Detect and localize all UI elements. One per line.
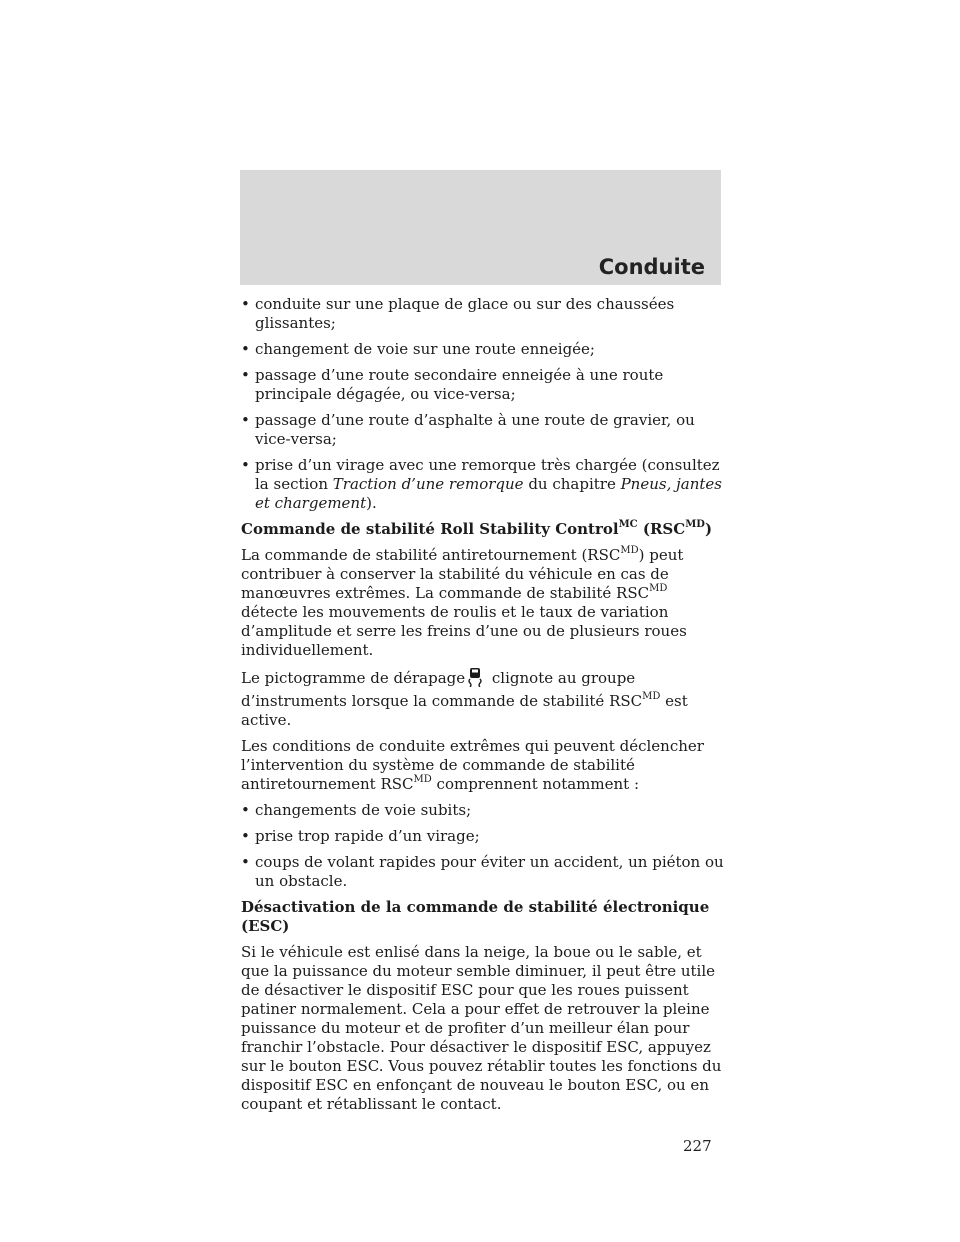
list-item-text: changement de voie sur une route enneigée;	[255, 340, 595, 358]
list-item-text-mid: du chapitre	[523, 475, 621, 493]
bullet: •	[241, 801, 250, 819]
rsc-paragraph: La commande de stabilité antiretournement $(RSC^{MD})$ peut contribuer à conserver la stabilité du véhicule en cas de manœuvres extrêmes. La commande de stabilité $RSC^{MD}$ détecte les mouvements de roulis et le taux de variation d’amplitude et serre les freins d’une ou de plusieurs roues individuellement.	[241, 545, 687, 659]
esc-heading: Désactivation de la commande de stabilité électronique (ESC)	[241, 898, 710, 935]
bullet: •	[241, 295, 250, 313]
list-item-text: prise trop rapide d’un virage;	[255, 827, 480, 845]
list-item-text: conduite sur une plaque de glace ou sur des chaussées glissantes;	[255, 295, 675, 332]
bullet: •	[241, 456, 250, 474]
conditions-paragraph: Les conditions de conduite extrêmes qui peuvent déclencher l’intervention du système de commande de stabilité antiretournement $RSC^{MD}$ comprennent notamment :	[241, 737, 704, 793]
list-item	[241, 801, 725, 820]
cross-reference-chapter: Pneus, jantes et chargement	[255, 475, 722, 512]
list-item	[241, 295, 725, 333]
list-item	[241, 853, 725, 891]
list-item-text: changements de voie subits;	[255, 801, 472, 819]
list-item	[241, 340, 725, 359]
rsc-heading: Commande de stabilité Roll Stability Control$^{MC}$ $(RSC^{MD})$	[241, 519, 713, 538]
list-item	[241, 456, 725, 513]
pictogram-paragraph: Le pictogramme de dérapage clignote au groupe d’instruments lorsque la commande de stabilité $RSC^{MD}$ est active.	[241, 669, 688, 729]
page-content	[241, 295, 725, 1121]
esc-paragraph: Si le véhicule est enlisé dans la neige, la boue ou le sable, et que la puissance du moteur semble diminuer, il peut être utile de désactiver le dispositif ESC pour que les roues puissent patiner normalement. Cela a pour effet de retrouver la pleine puissance du moteur et de profiter d’un meilleur élan pour franchir l’obstacle. Pour désactiver le dispositif ESC, appuyez sur le bouton ESC. Vous pouvez rétablir toutes les fonctions du dispositif ESC en enfonçant de nouveau le bouton ESC, ou en coupant et rétablissant le contact.	[241, 943, 722, 1113]
page-number: 227	[683, 1137, 712, 1155]
bullet: •	[241, 853, 250, 871]
section-header-band	[240, 170, 721, 285]
bullet: •	[241, 411, 250, 429]
skid-car-icon	[467, 667, 483, 692]
section-title: Conduite	[598, 255, 705, 279]
list-item-text-end: ).	[366, 494, 377, 512]
bullet: •	[241, 340, 250, 358]
bullet: •	[241, 827, 250, 845]
list-item-text: passage d’une route d’asphalte à une route de gravier, ou vice-versa;	[255, 411, 695, 448]
cross-reference-section: Traction d’une remorque	[332, 475, 524, 493]
list-item	[241, 366, 725, 404]
list-item	[241, 411, 725, 449]
list-item-text: prise d’un virage avec une remorque très chargée (consultez la section	[255, 456, 720, 493]
list-item-text: passage d’une route secondaire enneigée à une route principale dégagée, ou vice-versa;	[255, 366, 664, 403]
list-item	[241, 827, 725, 846]
list-item-text: coups de volant rapides pour éviter un accident, un piéton ou un obstacle.	[255, 853, 724, 890]
bullet: •	[241, 366, 250, 384]
